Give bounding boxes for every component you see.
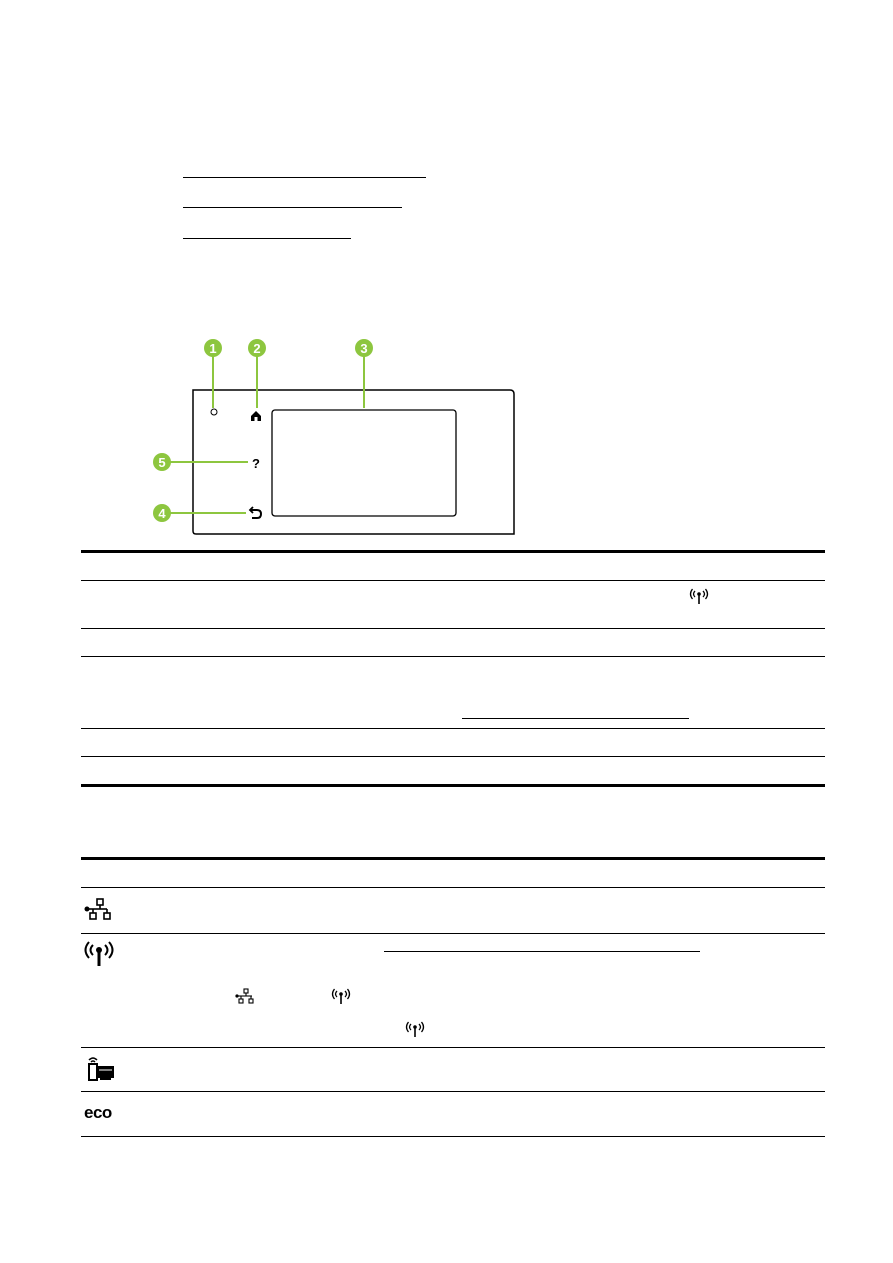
table2-row-rule — [81, 1047, 825, 1048]
table2-header-rule — [81, 887, 825, 888]
ethernet-icon — [84, 897, 116, 923]
wireless-icon — [82, 940, 116, 968]
ethernet-icon — [235, 988, 257, 1006]
svg-text:3: 3 — [360, 341, 368, 356]
wireless-icon — [404, 1021, 426, 1039]
table2-row-rule — [81, 933, 825, 934]
wireless-icon — [688, 588, 710, 606]
link-3[interactable] — [183, 238, 351, 239]
callout-3 — [355, 339, 373, 357]
eco-icon: eco — [84, 1103, 112, 1122]
svg-text:4: 4 — [158, 506, 166, 521]
callout-2 — [248, 339, 266, 357]
table1-row-rule — [81, 628, 825, 629]
table1-row-rule — [81, 756, 825, 757]
table1-row-rule — [81, 728, 825, 729]
table1-link[interactable] — [462, 718, 689, 719]
svg-text:1: 1 — [209, 341, 217, 356]
svg-text:5: 5 — [158, 455, 166, 470]
table1-header-rule — [81, 580, 825, 581]
display-screen[interactable] — [272, 410, 456, 516]
svg-text:2: 2 — [253, 341, 261, 356]
wireless-icon — [330, 988, 352, 1006]
callout-1 — [204, 339, 222, 357]
table1-row-rule — [81, 656, 825, 657]
table2-row-rule — [81, 1091, 825, 1092]
table2-bottom-rule — [81, 1136, 825, 1137]
help-icon[interactable]: ? — [252, 456, 260, 471]
light-indicator — [211, 409, 217, 415]
link-2[interactable] — [183, 207, 402, 208]
callout-5 — [153, 453, 171, 471]
table1-bottom-rule — [81, 784, 825, 787]
control-panel-illustration — [140, 330, 530, 540]
link-1[interactable] — [183, 177, 426, 178]
callout-4 — [153, 504, 171, 522]
wifi-direct-icon — [84, 1054, 116, 1084]
table1-top-rule — [81, 550, 825, 553]
table2-top-rule — [81, 857, 825, 860]
table2-link[interactable] — [384, 951, 700, 952]
